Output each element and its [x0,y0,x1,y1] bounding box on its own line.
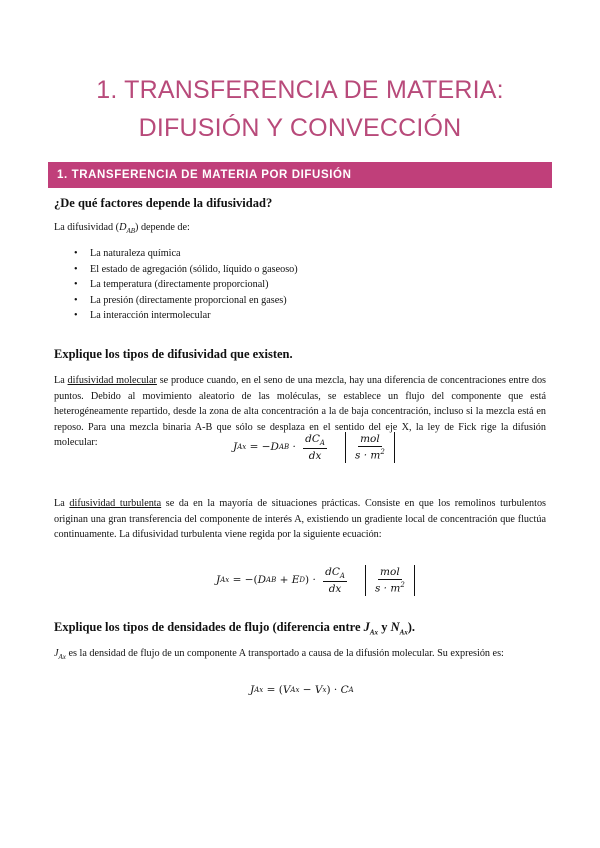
intro-difusividad: La difusividad $(D_{AB})$ depende de: [54,222,190,236]
fraction-dCA-dx: $\frac{dC_A}{dx}$ [325,565,345,595]
bullet-icon: • [74,248,78,259]
question-tipos-difusividad: Explique los tipos de difusividad que existen. [54,347,293,361]
list-item: • La temperatura (directamente proporcional) [54,277,298,293]
paragraph-difusividad-turbulenta: La difusividad turbulenta se da en la mayoría de situaciones prácticas. Consiste en que los remolinos turbulentos originan una gran transferencia del componente de interés A, existiendo un gradiente local de concentración que fluctúa continuamente. La difusividad turbulenta viene regida por la siguiente ecuación: [54,498,546,540]
list-item: • La interacción intermolecular [54,308,298,324]
equation-flux: J Ax = ( V Ax − V x ) · C A [250,684,354,696]
list-item: • El estado de agregación (sólido, líquido o gaseoso) [54,262,298,278]
document-title-line-2: DIFUSIÓN Y CONVECCIÓN [138,114,462,142]
fraction-dCA-dx: $\frac{dC_A}{dx}$ [305,432,325,462]
question-difusividad-factores: ¿De qué factores depende la difusividad? [54,196,273,210]
bullet-icon: • [74,294,78,306]
bullet-icon: • [74,310,78,322]
unit-bracket: $\frac{\text{mol}}{s \cdot m^2}$ [365,565,415,596]
list-item: • La presión (directamente proporcional en gases) [54,293,298,309]
factors-list [54,246,298,324]
equation-fick: J Ax = − D AB · $\frac{dC_A}{dx}$ $\frac{\text{mol}}{s \cdot m^2}$ [233,432,395,463]
question-densidades-flujo: Explique los tipos de densidades de flujo (diferencia entre $J_{Ax}$ y $N_{Ax}$). [54,620,416,637]
paragraph-difusividad-molecular: La difusividad molecular se produce cuando, en el seno de una mezcla, hay una diferencia de concentraciones entre dos puntos. Debido al movimiento aleatorio de las moléculas, se establece un flujo del componente que está heterogéneamente repartido, desde la zona de alta concentración a la de baja concentración, incluso si la mezcla está en reposo. Para una mezcla binaria A-B que sólo se desplaza en el sentido del eje X, la ley de Fick rige la difusión molecular: [54,375,547,448]
list-item: • La naturaleza química [54,246,298,262]
section-heading-banner: 1. TRANSFERENCIA DE MATERIA POR DIFUSIÓN [48,162,552,188]
paragraph-jax: $J_{Ax}$ es la densidad de flujo de un componente A transportado a causa de la difusión molecular. Su expresión es: [54,648,504,662]
equation-turbulenta: J Ax = −( D AB + E D ) · $\frac{dC_A}{dx}$ $\frac{\text{mol}}{s \cdot m^2}$ [216,565,415,596]
bullet-icon: • [74,279,78,291]
unit-bracket: $\frac{\text{mol}}{s \cdot m^2}$ [345,432,395,463]
bullet-icon: • [74,263,78,275]
document-title-line-1: 1. TRANSFERENCIA DE MATERIA: [96,76,504,104]
